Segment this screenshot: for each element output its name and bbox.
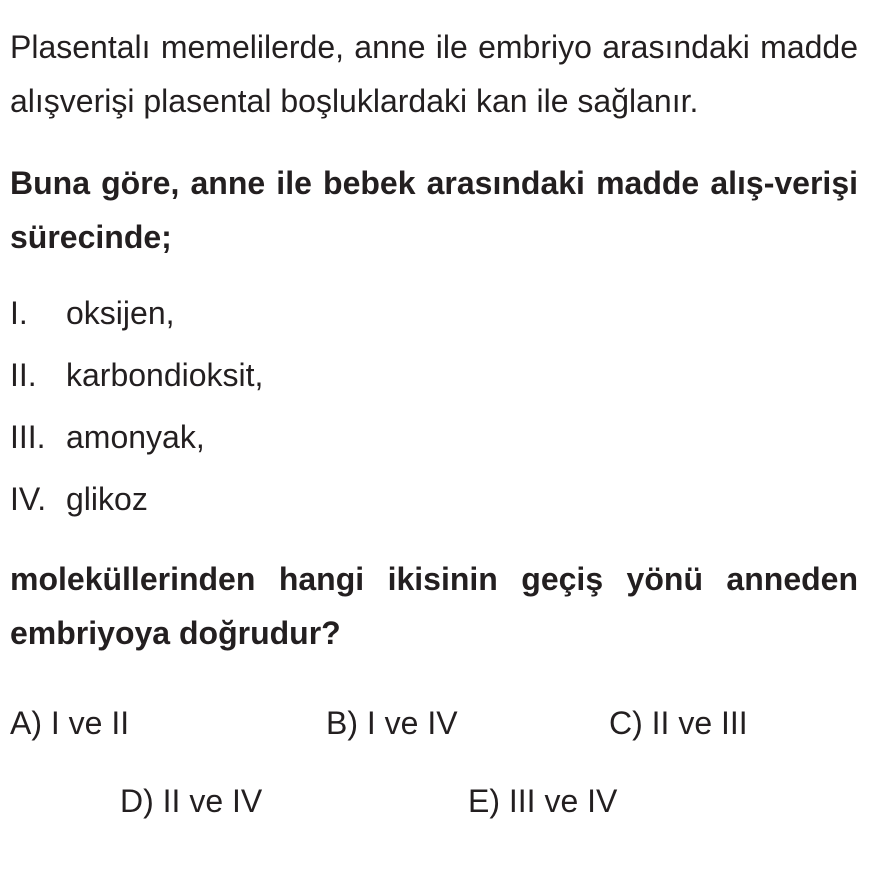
item-number: I. (10, 295, 28, 331)
list-item (10, 282, 858, 344)
answer-option-c[interactable]: C) II ve III (609, 705, 748, 741)
item-text: amonyak, (66, 419, 205, 455)
answer-option-d[interactable]: D) II ve IV (120, 783, 263, 819)
item-list (10, 282, 858, 530)
item-text: oksijen, (66, 295, 175, 331)
list-item (10, 344, 858, 406)
item-number: II. (10, 357, 37, 393)
answer-option-a[interactable]: A) I ve II (10, 705, 130, 741)
question-followup: moleküllerinden hangi ikisinin geçiş yönü anneden embriyoya doğrudur? (10, 561, 858, 651)
list-item (10, 406, 858, 468)
item-text: karbondioksit, (66, 357, 264, 393)
question-stem: Buna göre, anne ile bebek arasındaki madde alış-verişi sürecinde; (10, 165, 858, 255)
list-item (10, 468, 858, 530)
item-number: IV. (10, 481, 47, 517)
item-text: glikoz (66, 481, 148, 517)
answer-option-e[interactable]: E) III ve IV (468, 783, 618, 819)
intro-paragraph: Plasentalı memelilerde, anne ile embriyo arasındaki madde alışverişi plasental boşluklardaki kan ile sağlanır. (10, 29, 858, 119)
answer-option-b[interactable]: B) I ve IV (326, 705, 458, 741)
item-number: III. (10, 419, 46, 455)
